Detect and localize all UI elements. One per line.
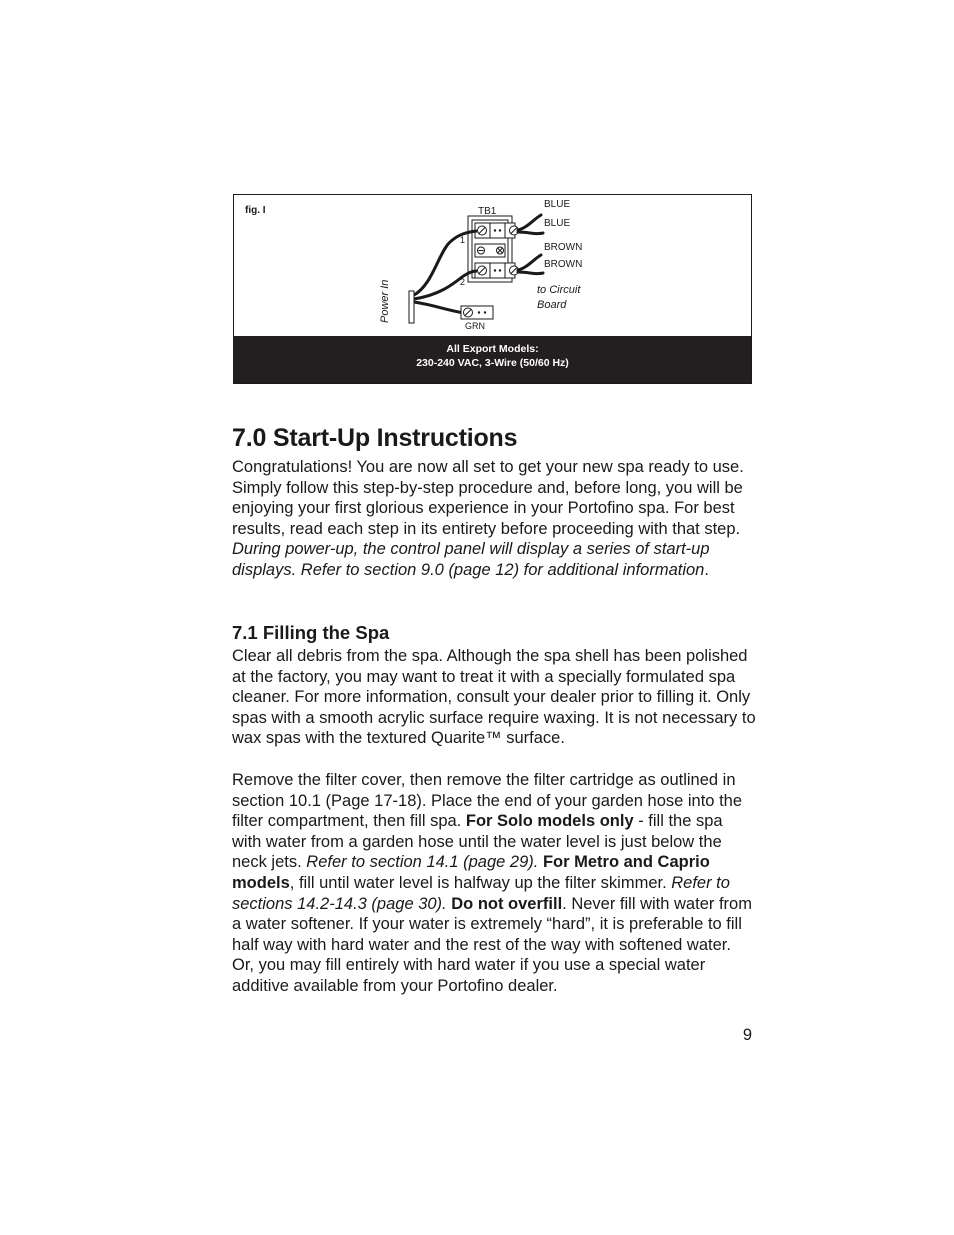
- p2-text-c: - fill the spa with water from a garden hose until the water level is just below the neck jets.: [232, 812, 723, 872]
- p2-text-g: , fill until water level is halfway up the filter skimmer.: [289, 873, 672, 892]
- wire-blue-1-label: BLUE: [544, 199, 571, 210]
- figure-label: fig. I: [245, 205, 266, 216]
- ground-label: GRN: [465, 321, 485, 331]
- wire-brown-1-label: BROWN: [544, 242, 583, 253]
- terminal-block-label: TB1: [478, 206, 497, 217]
- p2-do-not-overfill: Do not overfill: [451, 894, 563, 913]
- page-number: 9: [742, 1026, 752, 1044]
- wiring-figure: [233, 194, 752, 384]
- p2-solo-models: For Solo models only: [465, 812, 634, 831]
- figure-caption: [234, 336, 751, 383]
- section-7-1-title: 7.1 Filling the Spa: [232, 622, 390, 643]
- section-7-1-body: [232, 646, 756, 997]
- intro-end: .: [704, 560, 709, 579]
- output-wires: [518, 215, 543, 274]
- intro-italic-note: During power-up, the control panel will display a series of start-up displays. Refer to section 9.0 (page 12) for additional information: [232, 540, 710, 579]
- caption-line-1: All Export Models:: [446, 343, 539, 355]
- p2-text-k: . Never fill with water from a water softener. If your water is extremely “hard”, it is preferable to fill half way with hard water and the rest of the way with softened water. Or, you may fill entirely with hard water if you use a special water additive available from your Portofino dealer.: [232, 894, 752, 995]
- section-7-title: 7.0 Start-Up Instructions: [232, 424, 518, 452]
- wire-brown-2-label: BROWN: [544, 259, 583, 270]
- p2-ref-14-1: Refer to section 14.1 (page 29).: [306, 853, 539, 872]
- intro-text: Congratulations! You are now all set to get your new spa ready to use. Simply follow this step-by-step procedure and, before long, you will be enjoying your first glorious experience in your Portofino spa. For best results, read each step in its entirety before proceeding with that step.: [232, 458, 744, 538]
- filling-paragraph-1: Clear all debris from the spa. Although the spa shell has been polished at the factory, you may want to treat it with a specially formulated spa cleaner. For more information, consult your dealer prior to filling it. Only spas with a smooth acrylic surface require waxing. It is not necessary to wax spas with the textured Quarite™ surface.: [232, 647, 756, 748]
- caption-line-2: 230-240 VAC, 3-Wire (50/60 Hz): [416, 357, 569, 369]
- terminal-2-label: 2: [460, 277, 466, 287]
- power-in-label: Power In: [379, 279, 391, 323]
- filling-paragraph-2: [232, 770, 756, 997]
- to-circuit-board-label: to Circuit Board: [537, 284, 581, 311]
- wire-blue-2-label: BLUE: [544, 218, 571, 229]
- terminal-1-label: 1: [460, 235, 466, 245]
- p2-metro-caprio: For Metro and Caprio models: [232, 853, 710, 892]
- power-connector: [409, 291, 414, 323]
- p2-text-a: Remove the filter cover, then remove the filter cartridge as outlined in section 10.1 (Page 17-18). Place the end of your garden hose into the filter compartment, then fill spa.: [232, 770, 743, 831]
- p2-ref-14-2: Refer to sections 14.2-14.3 (page 30).: [232, 873, 730, 913]
- ground-terminal: [461, 306, 493, 319]
- section-7-intro: [232, 457, 756, 581]
